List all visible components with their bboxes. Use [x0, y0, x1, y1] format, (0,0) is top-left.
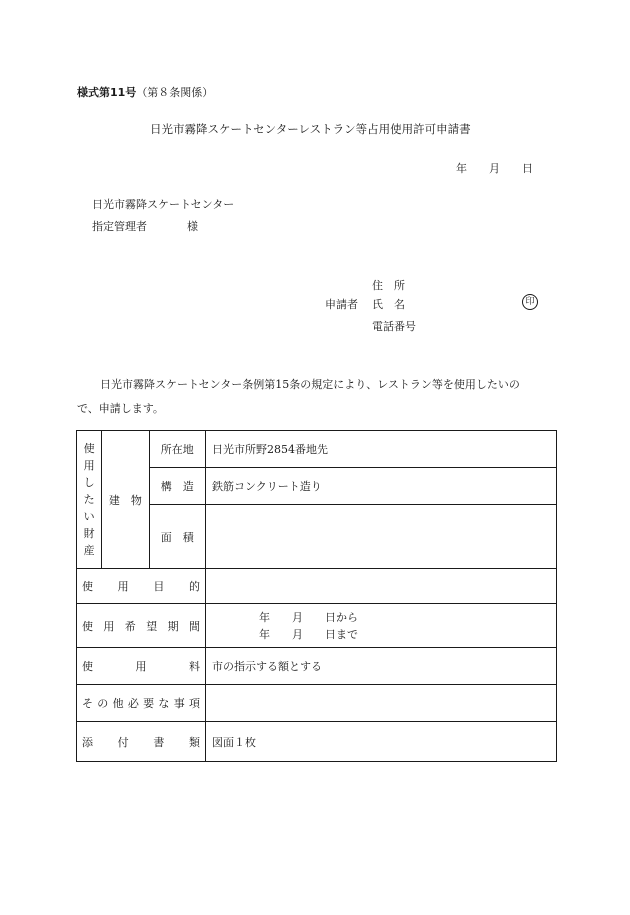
period-to: 年 月 日まで — [259, 627, 358, 641]
structure-label: 構 造 — [149, 468, 205, 505]
structure-value[interactable]: 鉄筋コンクリート造り — [206, 468, 557, 505]
fee-label: 使用料 — [77, 648, 206, 685]
form-relation: （第８条関係） — [136, 86, 214, 99]
applicant-name-label: 氏 名 — [372, 298, 405, 311]
property-label-cell — [77, 431, 102, 569]
form-number — [77, 84, 213, 100]
attach-label: 添付書類 — [77, 722, 206, 762]
applicant-address-label: 住 所 — [372, 279, 405, 292]
date-line: 年 月 日 — [456, 162, 533, 175]
property-char: 財 — [83, 527, 95, 540]
body-text-line1: 日光市霧降スケートセンター条例第15条の規定により、レストラン等を使用したいの — [100, 378, 520, 391]
property-char: 使 — [83, 442, 95, 455]
area-value[interactable] — [206, 505, 557, 569]
purpose-label: 使用目的 — [77, 569, 206, 604]
seal-mark: 印 — [522, 294, 538, 310]
addressee-line1: 日光市霧降スケートセンター — [92, 198, 235, 211]
property-char: 用 — [83, 459, 95, 472]
applicant-label: 申請者 — [325, 298, 358, 311]
document-title: 日光市霧降スケートセンターレストラン等占用使用許可申請書 — [150, 122, 471, 136]
form-number-bold: 様式第11号 — [77, 86, 137, 99]
application-table — [76, 430, 557, 762]
property-char: い — [83, 510, 95, 523]
fee-value[interactable]: 市の指示する額とする — [206, 648, 557, 685]
building-label: 建 物 — [102, 431, 149, 569]
period-from: 年 月 日から — [259, 610, 358, 624]
table-row — [77, 468, 557, 505]
period-value[interactable] — [206, 604, 557, 648]
addressee-role: 指定管理者 — [92, 220, 147, 233]
location-value[interactable]: 日光市所野2854番地先 — [206, 431, 557, 468]
property-char: し — [83, 476, 95, 489]
table-row — [77, 685, 557, 722]
location-label: 所在地 — [149, 431, 205, 468]
table-row — [77, 505, 557, 569]
area-label: 面 積 — [149, 505, 205, 569]
property-char: 産 — [83, 544, 95, 557]
body-text-line2: で、申請します。 — [77, 402, 164, 415]
table-row — [77, 431, 557, 468]
applicant-phone-label: 電話番号 — [372, 320, 416, 333]
table-row — [77, 604, 557, 648]
table-row — [77, 569, 557, 604]
table-row — [77, 648, 557, 685]
addressee-line2 — [92, 218, 198, 234]
other-label: その他必要な事項 — [77, 685, 206, 722]
attach-value[interactable]: 図面１枚 — [206, 722, 557, 762]
other-value[interactable] — [206, 685, 557, 722]
purpose-value[interactable] — [206, 569, 557, 604]
addressee-honorific: 様 — [187, 220, 198, 233]
table-row — [77, 722, 557, 762]
period-label: 使用希望期間 — [77, 604, 206, 648]
property-char: た — [83, 493, 95, 506]
